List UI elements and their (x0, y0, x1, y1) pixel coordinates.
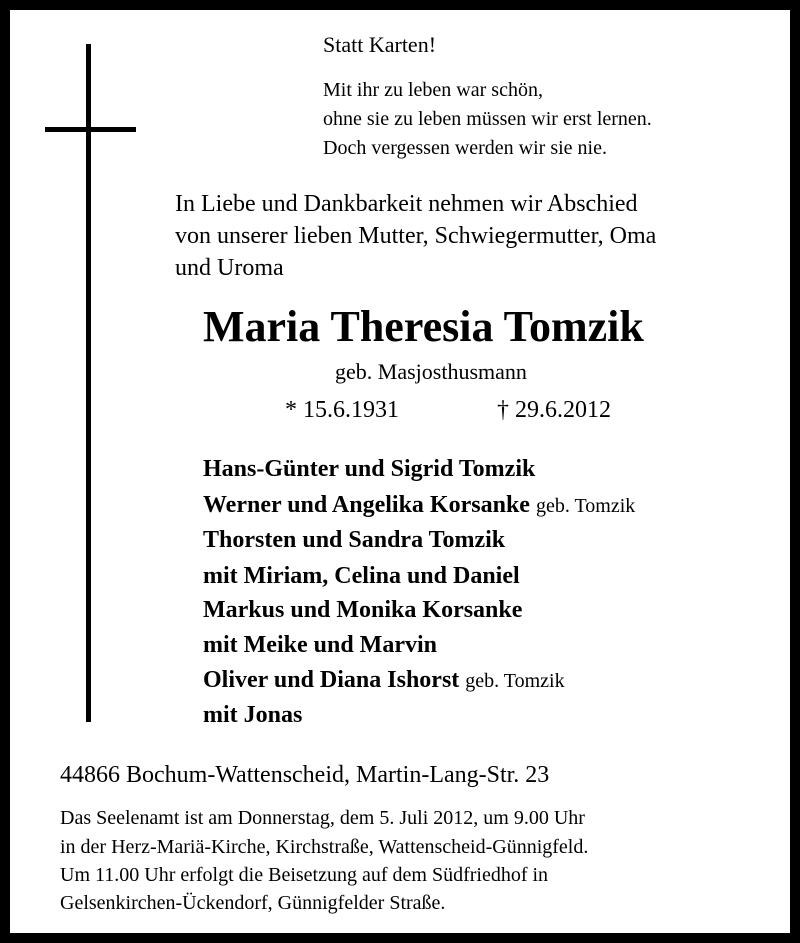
family-line: mit Meike und Marvin (203, 632, 437, 658)
family-line: mit Jonas (203, 702, 303, 728)
family-line: Werner und Angelika Korsanke geb. Tomzik (203, 492, 636, 518)
cross-horizontal-bar (45, 127, 136, 132)
birth-date: * 15.6.1931 (285, 397, 399, 423)
family-line: mit Miriam, Celina und Daniel (203, 563, 520, 589)
family-line: Hans-Günter und Sigrid Tomzik (203, 456, 536, 482)
cross-vertical-bar (86, 44, 91, 722)
death-date: † 29.6.2012 (497, 397, 611, 423)
address: 44866 Bochum-Wattenscheid, Martin-Lang-Str. 23 (60, 762, 550, 788)
poem-line: Doch vergessen werden wir sie nie. (323, 137, 607, 159)
family-line: Thorsten und Sandra Tomzik (203, 527, 506, 553)
service-line: Das Seelenamt ist am Donnerstag, dem 5. Juli 2012, um 9.00 Uhr (60, 807, 585, 829)
family-line: Oliver und Diana Ishorst geb. Tomzik (203, 667, 565, 693)
family-line: Markus und Monika Korsanke (203, 597, 523, 623)
intro-line: und Uroma (175, 255, 284, 281)
intro-line: von unserer lieben Mutter, Schwiegermutter, Oma (175, 223, 657, 249)
service-line: in der Herz-Mariä-Kirche, Kirchstraße, Wattenscheid-Günnigfeld. (60, 836, 589, 858)
poem-line: ohne sie zu leben müssen wir erst lernen. (323, 108, 652, 130)
family-note: geb. Tomzik (465, 670, 565, 692)
deceased-name: Maria Theresia Tomzik (203, 302, 644, 351)
family-note: geb. Tomzik (535, 495, 636, 517)
poem-line: Mit ihr zu leben war schön, (323, 79, 543, 101)
intro-line: In Liebe und Dankbarkeit nehmen wir Abschied (175, 191, 638, 217)
service-line: Gelsenkirchen-Ückendorf, Günnigfelder Straße. (60, 892, 446, 914)
service-line: Um 11.00 Uhr erfolgt die Beisetzung auf dem Südfriedhof in (60, 864, 549, 886)
birth-name: geb. Masjosthusmann (335, 359, 527, 384)
notice-header: Statt Karten! (323, 32, 437, 57)
